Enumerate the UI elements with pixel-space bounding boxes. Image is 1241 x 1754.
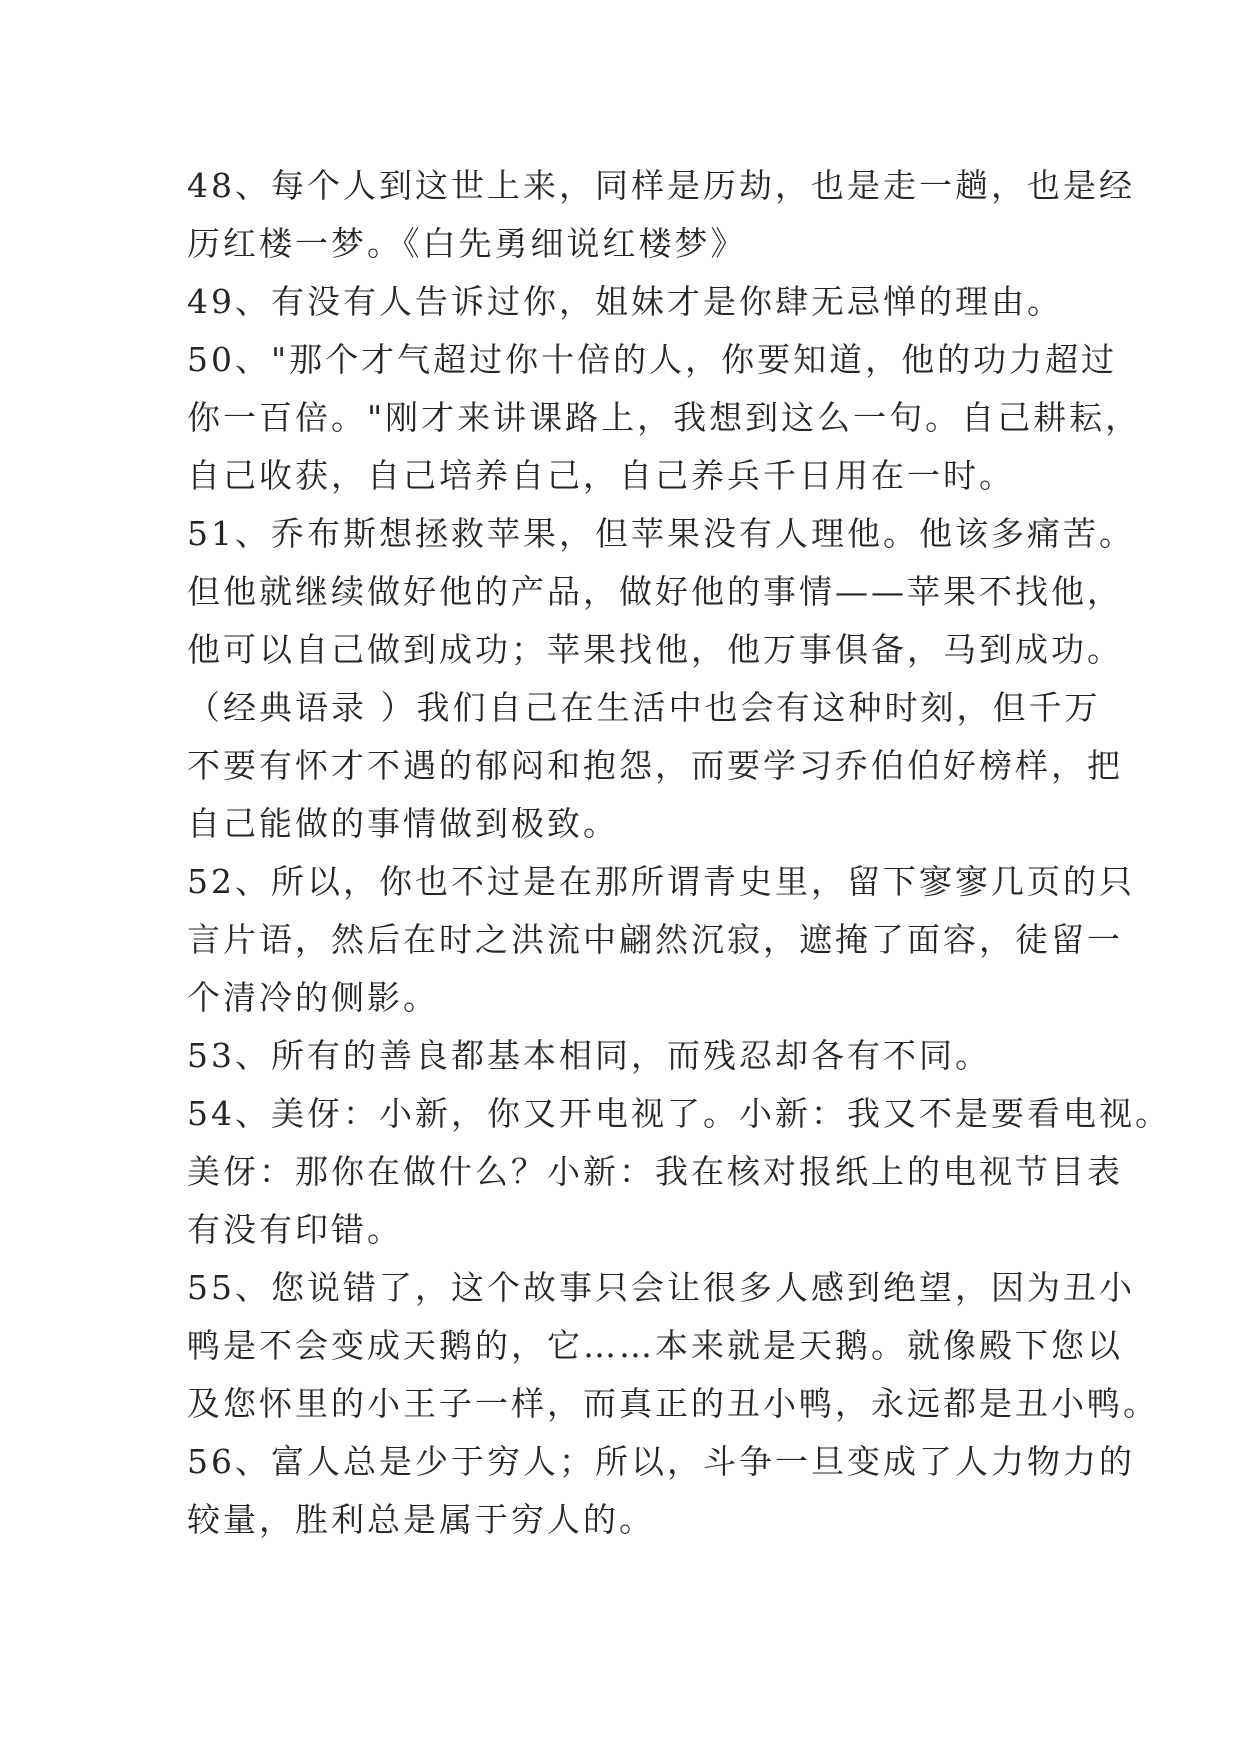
text-line: 较量，胜利总是属于穷人的。 — [187, 1500, 655, 1539]
text-line: 54、美伢：小新，你又开电视了。小新：我又不是要看电视。 — [187, 1094, 1171, 1133]
text-line: 他可以自己做到成功；苹果找他，他万事俱备，马到成功。 — [187, 630, 1123, 669]
text-line: 自己能做的事情做到极致。 — [187, 804, 619, 843]
text-line: 55、您说错了，这个故事只会让很多人感到绝望，因为丑小 — [187, 1268, 1135, 1307]
text-line: 但他就继续做好他的产品，做好他的事情——苹果不找他， — [187, 572, 1123, 611]
text-line: 言片语，然后在时之洪流中翩然沉寂，遮掩了面容，徒留一 — [187, 920, 1123, 959]
text-line: 48、每个人到这世上来，同样是历劫，也是走一趟，也是经 — [187, 166, 1135, 205]
text-line: 56、富人总是少于穷人；所以，斗争一旦变成了人力物力的 — [187, 1442, 1135, 1481]
text-line: 不要有怀才不遇的郁闷和抱怨，而要学习乔伯伯好榜样，把 — [187, 746, 1123, 785]
text-line: 鸭是不会变成天鹅的，它……本来就是天鹅。就像殿下您以 — [187, 1326, 1123, 1365]
text-line: （经典语录 ）我们自己在生活中也会有这种时刻，但千万 — [187, 688, 1101, 727]
text-line: 50、"那个才气超过你十倍的人，你要知道，他的功力超过 — [187, 340, 1118, 379]
text-line: 49、有没有人告诉过你，姐妹才是你肆无忌惮的理由。 — [187, 282, 1063, 321]
text-line: 53、所有的善良都基本相同，而残忍却各有不同。 — [187, 1036, 991, 1075]
text-line: 51、乔布斯想拯救苹果，但苹果没有人理他。他该多痛苦。 — [187, 514, 1135, 553]
text-line: 个清冷的侧影。 — [187, 978, 439, 1017]
text-line: 你一百倍。"刚才来讲课路上，我想到这么一句。自己耕耘， — [187, 398, 1142, 437]
text-line: 有没有印错。 — [187, 1210, 403, 1249]
text-line: 52、所以，你也不过是在那所谓青史里，留下寥寥几页的只 — [187, 862, 1135, 901]
text-line: 自己收获，自己培养自己，自己养兵千日用在一时。 — [187, 456, 1015, 495]
text-line: 及您怀里的小王子一样，而真正的丑小鸭，永远都是丑小鸭。 — [187, 1384, 1159, 1423]
text-line: 美伢：那你在做什么？小新：我在核对报纸上的电视节目表 — [187, 1152, 1123, 1191]
text-line: 历红楼一梦。《白先勇细说红楼梦》 — [187, 224, 747, 263]
